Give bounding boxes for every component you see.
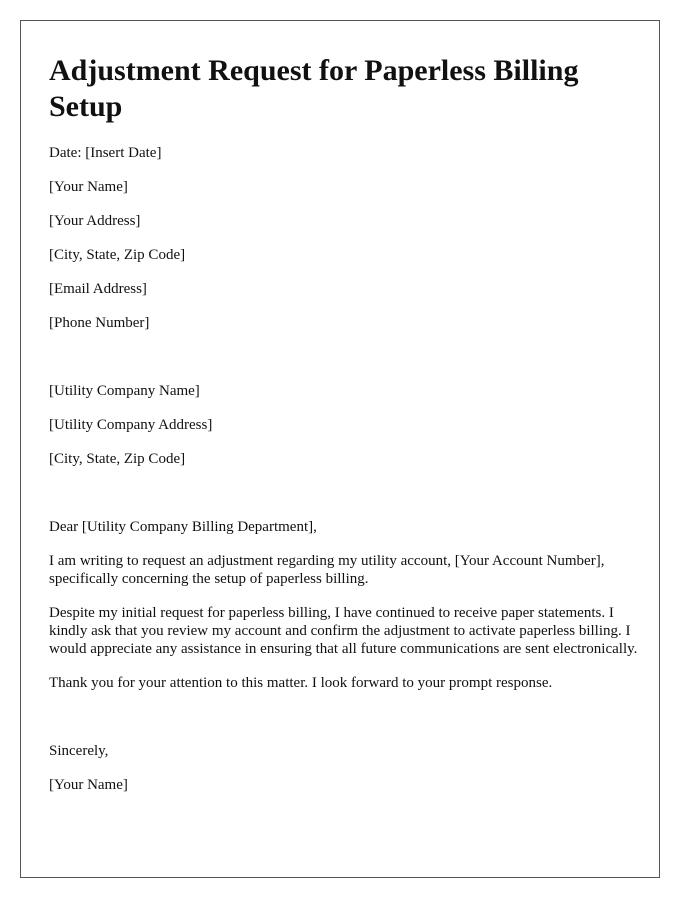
salutation: Dear [Utility Company Billing Department],	[49, 519, 317, 535]
sender-email: [Email Address]	[49, 281, 147, 297]
body-paragraph-2: Despite my initial request for paperless billing, I have continued to receive paper statements. I kindly ask that you review my account and confirm the adjustment to activate paperless billing. I would appreciate any assistance in ensuring that all future communications are sent electronically.	[49, 605, 638, 657]
spacer	[49, 348, 641, 382]
letter-content	[49, 53, 641, 810]
letter-page	[20, 20, 660, 878]
spacer	[49, 484, 641, 518]
sender-phone: [Phone Number]	[49, 315, 150, 331]
sender-name: [Your Name]	[49, 179, 128, 195]
recipient-city-state-zip: [City, State, Zip Code]	[49, 451, 186, 467]
signature-name: [Your Name]	[49, 777, 128, 793]
closing: Sincerely,	[49, 743, 109, 759]
body-paragraph-1: I am writing to request an adjustment regarding my utility account, [Your Account Number], specifically concerning the setup of paperless billing.	[49, 553, 605, 587]
letter-title: Adjustment Request for Paperless Billing Setup	[49, 54, 579, 123]
spacer	[49, 708, 641, 742]
recipient-address: [Utility Company Address]	[49, 417, 213, 433]
date-line: Date: [Insert Date]	[49, 145, 162, 161]
sender-address: [Your Address]	[49, 213, 141, 229]
body-paragraph-3: Thank you for your attention to this matter. I look forward to your prompt response.	[49, 675, 553, 691]
recipient-company: [Utility Company Name]	[49, 383, 200, 399]
sender-city-state-zip: [City, State, Zip Code]	[49, 247, 186, 263]
